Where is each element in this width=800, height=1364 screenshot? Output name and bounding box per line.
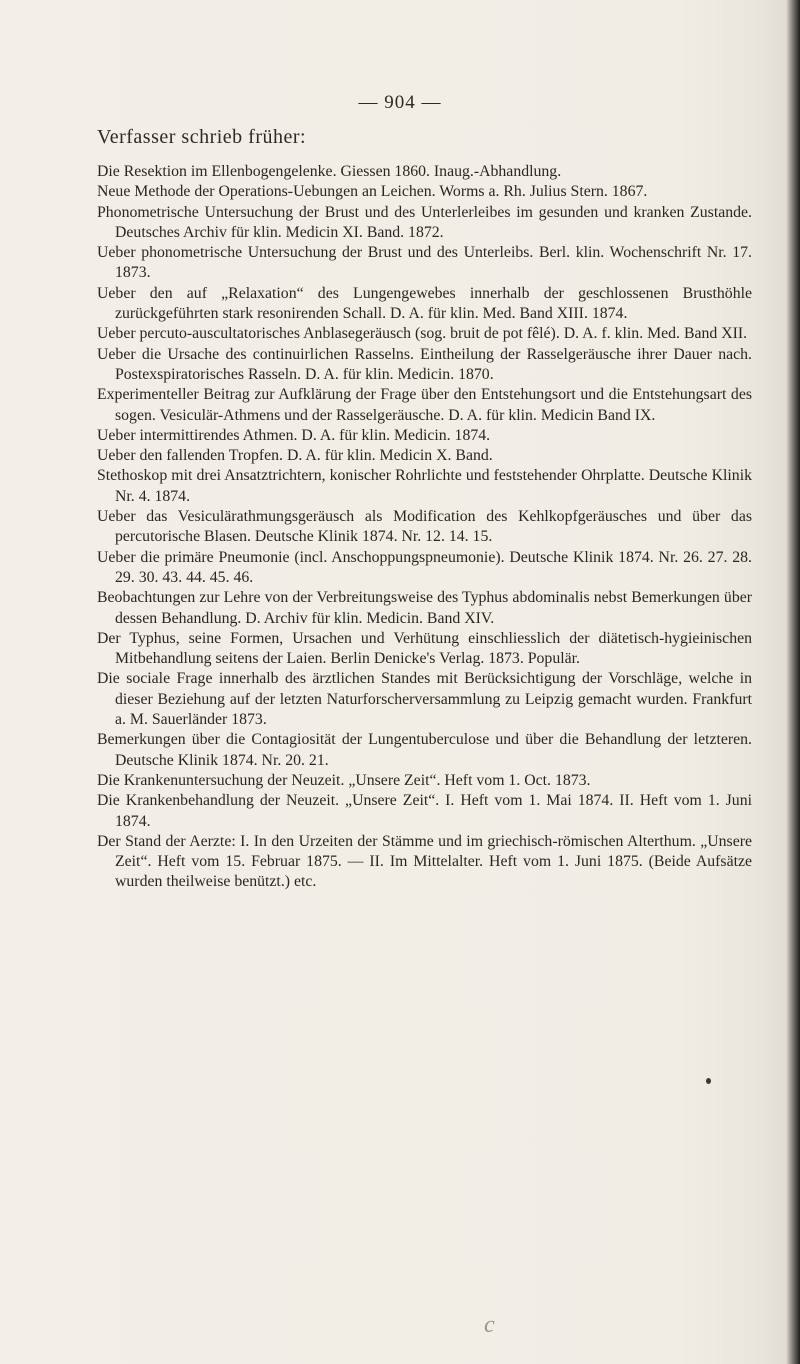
bibliography-entry: Stethoskop mit drei Ansatztrichtern, konischer Rohrlichte und feststehender Ohrplatte. Deutsche Klinik Nr. 4. 1874.: [97, 467, 752, 505]
section-heading: Verfasser schrieb früher:: [97, 126, 307, 148]
bibliography-entry: Die Resektion im Ellenbogengelenke. Giessen 1860. Inaug.-Abhandlung.: [97, 163, 562, 180]
bibliography-entry: Ueber intermittirendes Athmen. D. A. für klin. Medicin. 1874.: [97, 426, 491, 444]
bibliography-entry: Phonometrische Untersuchung der Brust und des Unterlerleibes im gesunden und kranken Zustande. Deutsches Archiv für klin. Medicin XI. Band. 1872.: [97, 203, 752, 241]
page-mark: c: [484, 1312, 495, 1338]
bibliography-entry: Der Stand der Aerzte: I. In den Urzeiten der Stämme und im griechisch-römischen Alterthum. „Unsere Zeit“. Heft vom 15. Februar 1875. — II. Im Mittelalter. Heft vom 1. Juni 1875. (Beide Aufsätze wurden theilweise benützt.) etc.: [97, 832, 752, 891]
bibliography-entry: Neue Methode der Operations-Uebungen an Leichen. Worms a. Rh. Julius Stern. 1867.: [97, 183, 648, 201]
ink-speck: [706, 1078, 711, 1084]
bibliography-entry: Ueber den fallenden Tropfen. D. A. für klin. Medicin X. Band.: [97, 447, 493, 465]
bibliography-entry: Ueber phonometrische Untersuchung der Brust und des Unterleibs. Berl. klin. Wochenschrift Nr. 17. 1873.: [97, 244, 752, 282]
bibliography-entry: Ueber die Ursache des continuirlichen Rasselns. Eintheilung der Rasselgeräusche ihrer Dauer nach. Postexspiratorisches Rasseln. D. A. für klin. Medicin. 1870.: [97, 345, 752, 383]
bibliography-entry: Ueber das Vesiculärathmungsgeräusch als Modification des Kehlkopfgeräusches und über das percutorische Blasen. Deutsche Klinik 1874. Nr. 12. 14. 15.: [97, 508, 752, 546]
bibliography-entry: Die sociale Frage innerhalb des ärztlichen Standes mit Berücksichtigung der Vorschläge, welche in dieser Beziehung auf der letzten Naturforscherversammlung zu Leipzig gemacht wurden. Frankfurt a. M. Sauerländer 1873.: [97, 670, 752, 729]
bibliography-entry: Ueber die primäre Pneumonie (incl. Anschoppungspneumonie). Deutsche Klinik 1874. Nr. 26. 27. 28. 29. 30. 43. 44. 45. 46.: [97, 548, 752, 586]
page-edge-shadow: [786, 0, 800, 1364]
bibliography-entry: Ueber percuto-auscultatorisches Anblasegeräusch (sog. bruit de pot fêlé). D. A. f. klin. Med. Band XII.: [97, 325, 748, 343]
bibliography-list: [97, 162, 752, 893]
bibliography-entry: Ueber den auf „Relaxation“ des Lungengewebes innerhalb der geschlossenen Brusthöhle zurückgeführten stark resonirenden Schall. D. A. für klin. Med. Band XIII. 1874.: [97, 284, 752, 323]
bibliography-entry: Der Typhus, seine Formen, Ursachen und Verhütung einschliesslich der diätetisch-hygieinischen Mitbehandlung seitens der Laien. Berlin Denicke's Verlag. 1873. Populär.: [97, 629, 752, 668]
page-number: — 904 —: [358, 92, 442, 113]
bibliography-entry: Die Krankenbehandlung der Neuzeit. „Unsere Zeit“. I. Heft vom 1. Mai 1874. II. Heft vom 1. Juni 1874.: [97, 792, 752, 830]
bibliography-entry: Beobachtungen zur Lehre von der Verbreitungsweise des Typhus abdominalis nebst Bemerkungen über dessen Behandlung. D. Archiv für klin. Medicin. Band XIV.: [97, 589, 752, 627]
bibliography-entry: Bemerkungen über die Contagiosität der Lungentuberculose und über die Behandlung der letzteren. Deutsche Klinik 1874. Nr. 20. 21.: [97, 731, 752, 769]
bibliography-entry: Die Krankenuntersuchung der Neuzeit. „Unsere Zeit“. Heft vom 1. Oct. 1873.: [97, 771, 591, 789]
bibliography-entry: Experimenteller Beitrag zur Aufklärung der Frage über den Entstehungsort und die Entstehungsart des sogen. Vesiculär-Athmens und der Rasselgeräusche. D. A. für klin. Medicin Band IX.: [97, 386, 752, 424]
